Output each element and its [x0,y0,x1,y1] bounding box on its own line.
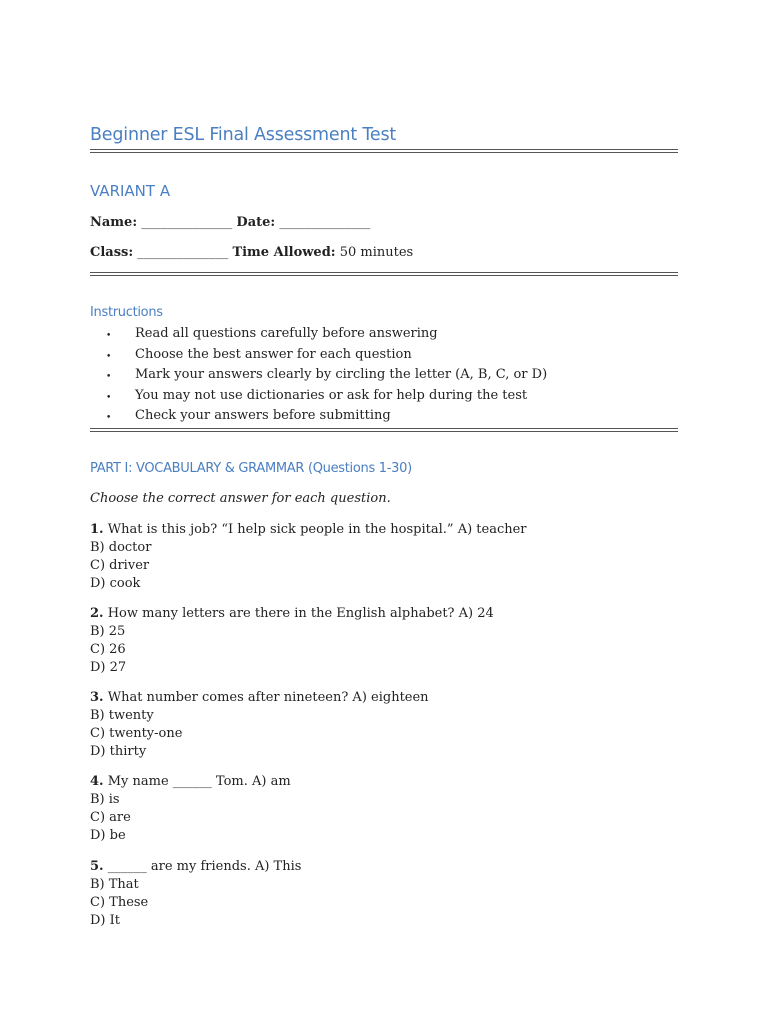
bullet-icon: • [106,372,112,382]
bullet-icon: • [106,331,112,341]
question-number: 3. [90,690,104,705]
option-d: D) thirty [90,744,147,759]
date-label: Date: [236,215,276,230]
instructions-divider [90,428,678,429]
name-blank: ______________ [141,215,233,230]
option-b: B) That [90,877,139,892]
instruction-item: • You may not use dictionaries or ask for help during the test [106,387,528,403]
question-number: 5. [90,859,104,874]
instruction-item: • Check your answers before submitting [106,408,391,423]
date-blank: ______________ [279,215,371,230]
question-number: 4. [90,774,104,789]
instructions-heading: Instructions [90,305,163,320]
question-text: ______ are my friends. A) This [107,859,302,874]
part1-heading: PART I: VOCABULARY & GRAMMAR (Questions 1-30) [90,461,412,476]
option-c: C) 26 [90,642,126,657]
option-b: B) doctor [90,540,152,555]
name-date-line [90,215,370,230]
bullet-icon: • [106,413,112,423]
question-text: What is this job? “I help sick people in the hospital.” A) teacher [107,522,527,537]
time-allowed-label: Time Allowed: [232,245,336,260]
variant-heading: VARIANT A [90,182,171,200]
question-3 [90,689,429,761]
instruction-item: • Mark your answers clearly by circling the letter (A, B, C, or D) [106,367,548,382]
question-5 [90,858,301,930]
option-c: C) driver [90,558,150,573]
question-2 [90,605,494,677]
option-d: D) be [90,828,126,843]
class-time-line [90,245,413,260]
question-text: How many letters are there in the English alphabet? A) 24 [107,606,494,621]
option-d: D) 27 [90,660,127,675]
instruction-item: • Read all questions carefully before answering [106,326,438,341]
time-allowed-value: 50 minutes [339,245,414,260]
option-c: C) are [90,810,131,825]
question-text: My name ______ Tom. A) am [107,774,291,789]
bullet-icon: • [106,392,112,403]
option-b: B) is [90,792,120,807]
option-c: C) twenty-one [90,726,183,741]
part1-direction: Choose the correct answer for each question. [90,491,391,506]
question-number: 2. [90,606,104,621]
question-text: What number comes after nineteen? A) eighteen [107,690,429,705]
question-number: 1. [90,522,104,537]
name-label: Name: [90,215,138,230]
question-1 [90,521,527,593]
option-b: B) 25 [90,624,126,639]
question-4 [90,773,291,845]
header-divider [90,272,678,273]
option-c: C) These [90,895,149,910]
option-d: D) It [90,913,120,928]
document-title: Beginner ESL Final Assessment Test [90,125,397,145]
instruction-item: • Choose the best answer for each question [106,346,412,362]
option-b: B) twenty [90,708,154,723]
class-blank: ______________ [137,245,229,260]
class-label: Class: [90,245,134,260]
instructions-list [90,326,678,429]
bullet-icon: • [106,351,112,362]
option-d: D) cook [90,576,141,591]
title-divider [90,149,678,150]
